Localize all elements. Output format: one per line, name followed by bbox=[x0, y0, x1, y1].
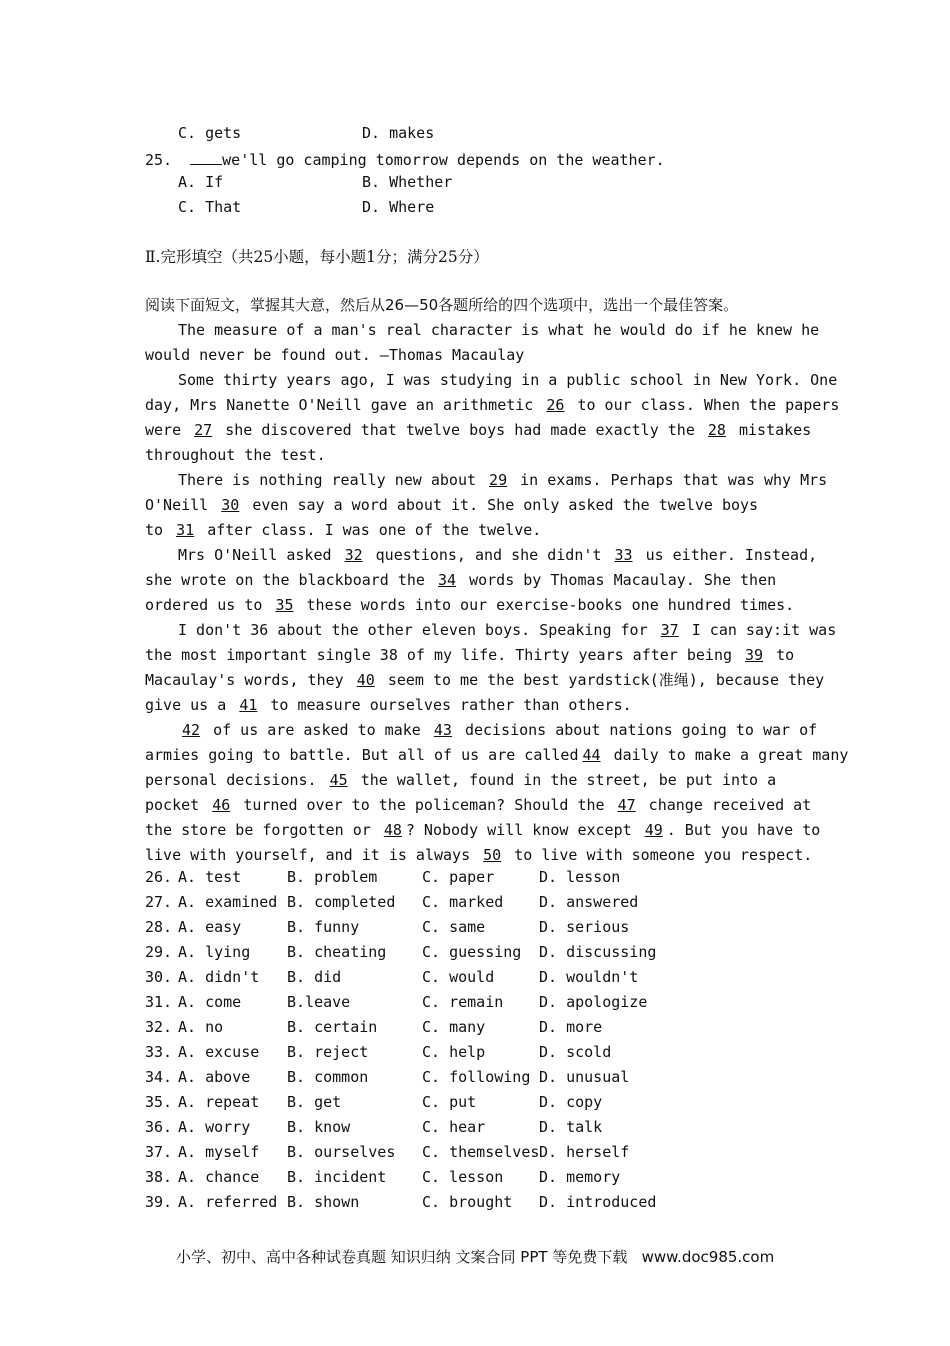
option-b: B. funny bbox=[287, 918, 360, 936]
blank-32: 32 bbox=[344, 546, 363, 564]
option-row bbox=[145, 868, 172, 886]
passage-text: us either. Instead, bbox=[645, 546, 818, 564]
option-d: D. discussing bbox=[539, 943, 657, 961]
blank-47: 47 bbox=[617, 796, 636, 814]
passage-text: to bbox=[776, 646, 795, 664]
passage-text: were bbox=[145, 421, 182, 439]
passage-text: decisions about nations going to war of bbox=[464, 721, 818, 739]
option-b: B. common bbox=[287, 1068, 369, 1086]
option-c: C. lesson bbox=[422, 1168, 504, 1186]
section-instruction: 阅读下面短文，掌握其大意，然后从26—50各题所给的四个选项中，选出一个最佳答案。 bbox=[145, 296, 739, 314]
option-d: D. serious bbox=[539, 918, 630, 936]
option-number: 28. bbox=[145, 918, 173, 936]
option-b: B. incident bbox=[287, 1168, 387, 1186]
passage-text: turned over to the policeman? Should the bbox=[243, 796, 605, 814]
passage-line bbox=[145, 518, 541, 543]
blank-48: 48 bbox=[383, 821, 402, 839]
passage-line bbox=[145, 843, 812, 868]
option-number: 39. bbox=[145, 1193, 173, 1211]
option-number: 38. bbox=[145, 1168, 173, 1186]
blank-33: 33 bbox=[614, 546, 633, 564]
option-c: C. brought bbox=[422, 1193, 513, 1211]
passage-text: . But you have to bbox=[666, 821, 821, 839]
option-b: B. did bbox=[287, 968, 342, 986]
passage-line bbox=[178, 618, 836, 643]
blank-29: 29 bbox=[489, 471, 508, 489]
option-a: A. repeat bbox=[178, 1093, 260, 1111]
passage-text: day, Mrs Nanette O'Neill gave an arithmetic bbox=[145, 396, 534, 414]
option-a: A. didn't bbox=[178, 968, 260, 986]
passage-text: she wrote on the blackboard the bbox=[145, 571, 425, 589]
passage-text: live with yourself, and it is always bbox=[145, 846, 471, 864]
option-d: D. introduced bbox=[539, 1193, 657, 1211]
option-a: A. worry bbox=[178, 1118, 251, 1136]
option-c: C. many bbox=[422, 1018, 486, 1036]
blank-27: 27 bbox=[194, 421, 213, 439]
passage-line bbox=[145, 593, 794, 618]
blank-34: 34 bbox=[438, 571, 457, 589]
option-d: D. scold bbox=[539, 1043, 612, 1061]
passage-line bbox=[145, 668, 824, 693]
option-d: D. lesson bbox=[539, 868, 621, 886]
passage-line: The measure of a man's real character is what he would do if he knew he bbox=[178, 321, 820, 339]
q25-option-b: B. Whether bbox=[362, 173, 453, 191]
option-d: D. answered bbox=[539, 893, 639, 911]
passage-text: even say a word about it. She only asked the twelve boys bbox=[252, 496, 759, 514]
passage-text: in exams. Perhaps that was why Mrs bbox=[520, 471, 828, 489]
passage-line: would never be found out. —Thomas Macaulay bbox=[145, 346, 525, 364]
option-c: C. same bbox=[422, 918, 486, 936]
option-c: C. help bbox=[422, 1043, 486, 1061]
passage-line bbox=[145, 818, 820, 843]
passage-text: armies going to battle. But all of us are called bbox=[145, 746, 579, 764]
option-c: C. themselves bbox=[422, 1143, 540, 1161]
option-b: B. get bbox=[287, 1093, 342, 1111]
option-number: 33. bbox=[145, 1043, 173, 1061]
option-d: D. herself bbox=[539, 1143, 630, 1161]
option-c: C. paper bbox=[422, 868, 495, 886]
passage-text: the store be forgotten or bbox=[145, 821, 371, 839]
passage-text: Mrs O'Neill asked bbox=[178, 546, 332, 564]
q25-option-a: A. If bbox=[178, 173, 224, 191]
passage-text: Macaulay's words, they bbox=[145, 671, 344, 689]
option-a: A. chance bbox=[178, 1168, 260, 1186]
option-d: D. copy bbox=[539, 1093, 603, 1111]
option-a: A. examined bbox=[178, 893, 278, 911]
passage-line bbox=[145, 568, 776, 593]
passage-text: the most important single 38 of my life. Thirty years after being bbox=[145, 646, 732, 664]
passage-text: change received at bbox=[648, 796, 812, 814]
blank-42: 42 bbox=[182, 721, 201, 739]
passage-text: give us a bbox=[145, 696, 227, 714]
blank-37: 37 bbox=[660, 621, 679, 639]
option-a: A. come bbox=[178, 993, 242, 1011]
passage-text: daily to make a great many bbox=[613, 746, 849, 764]
passage-line bbox=[145, 418, 811, 443]
option-b: B. reject bbox=[287, 1043, 369, 1061]
option-a: A. above bbox=[178, 1068, 251, 1086]
q25-number: 25. bbox=[145, 151, 173, 169]
q24-option-d: D. makes bbox=[362, 124, 435, 142]
blank-44: 44 bbox=[582, 746, 601, 764]
option-c: C. hear bbox=[422, 1118, 486, 1136]
page-footer: 小学、初中、高中各种试卷真题 知识归纳 文案合同 PPT 等免费下载 www.doc985.com bbox=[176, 1248, 775, 1266]
option-b: B. shown bbox=[287, 1193, 360, 1211]
passage-text: I can say:it was bbox=[691, 621, 837, 639]
passage-line bbox=[145, 493, 758, 518]
option-a: A. easy bbox=[178, 918, 242, 936]
passage-text: ordered us to bbox=[145, 596, 263, 614]
blank-43: 43 bbox=[433, 721, 452, 739]
passage-text: questions, and she didn't bbox=[375, 546, 602, 564]
option-number: 31. bbox=[145, 993, 173, 1011]
passage-text: ? Nobody will know except bbox=[405, 821, 632, 839]
option-d: D. more bbox=[539, 1018, 603, 1036]
q24-option-c: C. gets bbox=[178, 124, 242, 142]
passage-text: she discovered that twelve boys had made exactly the bbox=[225, 421, 695, 439]
option-a: A. myself bbox=[178, 1143, 260, 1161]
option-b: B. certain bbox=[287, 1018, 378, 1036]
section-heading: Ⅱ.完形填空（共25小题，每小题1分；满分25分） bbox=[145, 248, 489, 266]
option-number: 29. bbox=[145, 943, 173, 961]
option-b: B.leave bbox=[287, 993, 351, 1011]
option-d: D. unusual bbox=[539, 1068, 630, 1086]
option-c: C. remain bbox=[422, 993, 504, 1011]
option-a: A. no bbox=[178, 1018, 224, 1036]
passage-line bbox=[145, 693, 632, 718]
passage-text: to bbox=[145, 521, 164, 539]
passage-line bbox=[145, 793, 811, 818]
passage-line bbox=[145, 768, 776, 793]
option-c: C. put bbox=[422, 1093, 477, 1111]
option-a: A. referred bbox=[178, 1193, 278, 1211]
passage-text: mistakes bbox=[738, 421, 812, 439]
blank-50: 50 bbox=[483, 846, 502, 864]
passage-text: words by Thomas Macaulay. She then bbox=[469, 571, 777, 589]
option-number: 27. bbox=[145, 893, 173, 911]
option-number: 30. bbox=[145, 968, 173, 986]
blank-31: 31 bbox=[176, 521, 195, 539]
option-d: D. wouldn't bbox=[539, 968, 639, 986]
blank-35: 35 bbox=[275, 596, 294, 614]
blank-30: 30 bbox=[221, 496, 240, 514]
passage-text: the wallet, found in the street, be put into a bbox=[360, 771, 777, 789]
blank-46: 46 bbox=[212, 796, 231, 814]
passage-text: of us are asked to make bbox=[213, 721, 421, 739]
option-d: D. memory bbox=[539, 1168, 621, 1186]
option-number: 37. bbox=[145, 1143, 173, 1161]
q25-text: we'll go camping tomorrow depends on the weather. bbox=[222, 151, 665, 169]
passage-line: Some thirty years ago, I was studying in a public school in New York. One bbox=[178, 371, 838, 389]
option-number: 32. bbox=[145, 1018, 173, 1036]
passage-line bbox=[145, 743, 848, 768]
passage-line bbox=[145, 393, 839, 418]
passage-line: throughout the test. bbox=[145, 446, 326, 464]
option-d: D. apologize bbox=[539, 993, 648, 1011]
option-number: 26. bbox=[145, 868, 173, 886]
option-d: D. talk bbox=[539, 1118, 603, 1136]
passage-text: after class. I was one of the twelve. bbox=[207, 521, 542, 539]
option-b: B. cheating bbox=[287, 943, 387, 961]
option-number: 36. bbox=[145, 1118, 173, 1136]
blank-45: 45 bbox=[329, 771, 348, 789]
blank-41: 41 bbox=[239, 696, 258, 714]
passage-text: these words into our exercise-books one hundred times. bbox=[306, 596, 795, 614]
option-a: A. lying bbox=[178, 943, 251, 961]
passage-text: O'Neill bbox=[145, 496, 209, 514]
blank-28: 28 bbox=[707, 421, 726, 439]
passage-text: to our class. When the papers bbox=[577, 396, 840, 414]
q25-option-c: C. That bbox=[178, 198, 242, 216]
q25-option-d: D. Where bbox=[362, 198, 435, 216]
q25-stem bbox=[145, 148, 665, 173]
option-c: C. marked bbox=[422, 893, 504, 911]
option-b: B. problem bbox=[287, 868, 378, 886]
option-b: B. completed bbox=[287, 893, 396, 911]
blank-26: 26 bbox=[546, 396, 565, 414]
passage-text: seem to me the best yardstick(准绳), because they bbox=[387, 671, 825, 689]
passage-line bbox=[178, 468, 827, 493]
option-number: 35. bbox=[145, 1093, 173, 1111]
passage-text: There is nothing really new about bbox=[178, 471, 477, 489]
option-b: B. know bbox=[287, 1118, 351, 1136]
option-a: A. test bbox=[178, 868, 242, 886]
passage-line bbox=[178, 543, 817, 568]
passage-line bbox=[178, 718, 817, 743]
option-c: C. would bbox=[422, 968, 495, 986]
option-c: C. guessing bbox=[422, 943, 522, 961]
option-number: 34. bbox=[145, 1068, 173, 1086]
option-b: B. ourselves bbox=[287, 1143, 396, 1161]
passage-text: to measure ourselves rather than others. bbox=[270, 696, 632, 714]
q25-blank bbox=[190, 150, 222, 165]
passage-text: pocket bbox=[145, 796, 200, 814]
blank-49: 49 bbox=[644, 821, 663, 839]
passage-line bbox=[145, 643, 794, 668]
blank-39: 39 bbox=[745, 646, 764, 664]
passage-text: I don't 36 about the other eleven boys. Speaking for bbox=[178, 621, 648, 639]
option-a: A. excuse bbox=[178, 1043, 260, 1061]
option-c: C. following bbox=[422, 1068, 531, 1086]
passage-text: personal decisions. bbox=[145, 771, 317, 789]
blank-40: 40 bbox=[356, 671, 375, 689]
passage-text: to live with someone you respect. bbox=[514, 846, 813, 864]
